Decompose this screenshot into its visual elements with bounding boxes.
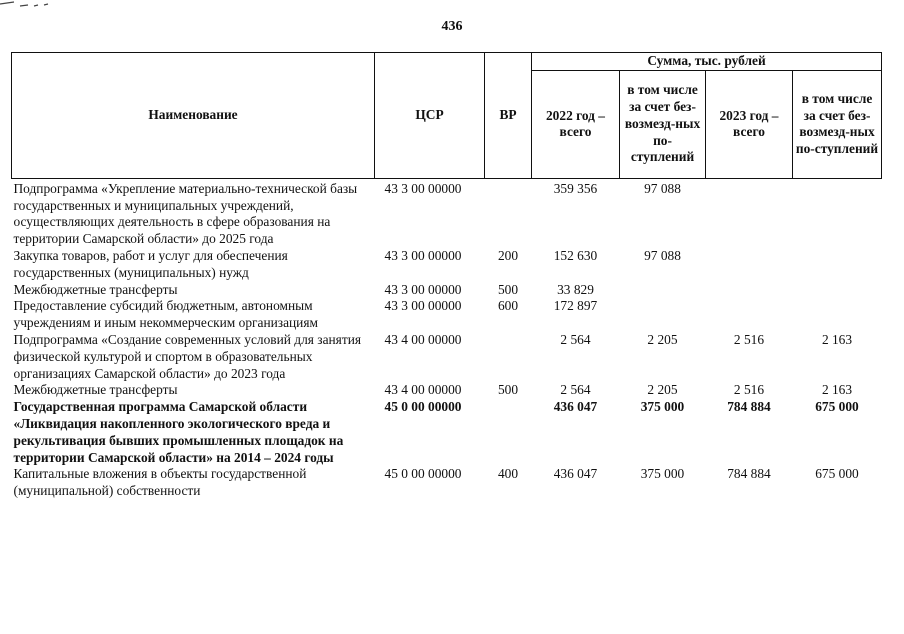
- table-row: [12, 298, 882, 332]
- row-vr: 400: [497, 466, 519, 482]
- row-csr: 43 3 00 00000: [384, 281, 462, 297]
- row-2023-free: [793, 282, 882, 299]
- row-csr: 43 3 00 00000: [384, 247, 462, 263]
- row-name: Капитальные вложения в объекты государственной (муниципальной) собственности: [13, 466, 307, 499]
- row-2022-total: 172 897: [553, 298, 598, 314]
- row-2023-total: [706, 298, 793, 332]
- row-vr: [485, 399, 532, 466]
- header-2023-free: в том числе за счет без-возмезд-ных по-ступлений: [793, 70, 882, 178]
- row-csr: 43 3 00 00000: [384, 298, 462, 314]
- row-2023-total: [706, 178, 793, 248]
- row-csr: 45 0 00 00000: [384, 399, 462, 415]
- header-name: Наименование: [12, 53, 375, 179]
- row-name: Межбюджетные трансферты: [13, 281, 178, 297]
- row-2023-total: 784 884: [727, 399, 771, 415]
- row-2022-free: 97 088: [644, 247, 681, 263]
- row-2023-free: [793, 298, 882, 332]
- row-2022-free: 375 000: [640, 466, 685, 482]
- row-vr: [485, 178, 532, 248]
- page-number: 436: [441, 19, 463, 34]
- table-row: [12, 282, 882, 299]
- table-row-program: [12, 399, 882, 466]
- row-name: Межбюджетные трансферты: [13, 382, 178, 398]
- row-vr: 200: [497, 247, 519, 263]
- header-csr: ЦСР: [375, 53, 485, 179]
- header-2022-total: 2022 год – всего: [532, 70, 620, 178]
- row-2022-total: 359 356: [553, 180, 598, 196]
- row-name: Подпрограмма «Создание современных условий для занятия физической культурой и спортом в образовательных организациях Самарской области» до 2023 года: [13, 331, 362, 381]
- row-csr: 43 4 00 00000: [384, 382, 462, 398]
- row-2022-free: 375 000: [640, 399, 685, 415]
- row-2022-free: [620, 282, 706, 299]
- table-row: [12, 466, 882, 500]
- header-vr: ВР: [485, 53, 532, 179]
- row-csr: 45 0 00 00000: [384, 466, 462, 482]
- row-2022-total: 436 047: [553, 466, 598, 482]
- row-2022-free: [620, 298, 706, 332]
- header-sum-group: Сумма, тыс. рублей: [532, 53, 882, 71]
- row-2022-total: 436 047: [553, 399, 598, 415]
- row-name: Подпрограмма «Укрепление материально-технической базы государственных и муниципальных учреждений, осуществляющих деятельность в сфере образования на территории Самарской области» до 2025 года: [13, 180, 358, 247]
- table-row: [12, 332, 882, 382]
- row-name: Предоставление субсидий бюджетным, автономным учреждениям и иным некоммерческим организациям: [13, 298, 318, 331]
- row-csr: 43 3 00 00000: [384, 180, 462, 196]
- row-vr: 500: [497, 382, 519, 398]
- row-2023-total: [706, 248, 793, 282]
- row-2022-free: 2 205: [647, 382, 678, 398]
- row-vr: 600: [497, 298, 519, 314]
- header-2022-free: в том числе за счет без-возмезд-ных по-ступлений: [620, 70, 706, 178]
- row-vr: [485, 332, 532, 382]
- row-2023-free: [793, 178, 882, 248]
- row-2022-total: 2 564: [560, 331, 591, 347]
- row-2023-free: 675 000: [815, 399, 859, 415]
- row-2022-total: 2 564: [560, 382, 591, 398]
- header-2023-total: 2023 год – всего: [706, 70, 793, 178]
- row-2022-free: 97 088: [644, 180, 681, 196]
- row-2023-total: 2 516: [733, 331, 765, 347]
- row-2023-total: 784 884: [727, 466, 771, 482]
- row-2023-free: 2 163: [821, 331, 853, 347]
- row-csr: 43 4 00 00000: [384, 331, 462, 347]
- scan-artifact-mark: [0, 0, 70, 10]
- table-row: [12, 248, 882, 282]
- row-vr: 500: [497, 281, 519, 297]
- row-2023-free: 675 000: [815, 466, 859, 482]
- row-2023-free: [793, 248, 882, 282]
- row-2022-free: 2 205: [647, 331, 678, 347]
- row-2023-free: 2 163: [821, 382, 853, 398]
- row-2022-total: 33 829: [557, 281, 594, 297]
- table-row: [12, 382, 882, 399]
- row-2023-total: [706, 282, 793, 299]
- row-2022-total: 152 630: [553, 247, 598, 263]
- row-name: Закупка товаров, работ и услуг для обеспечения государственных (муниципальных) нужд: [13, 247, 288, 280]
- row-name: Государственная программа Самарской области «Ликвидация накопленного экологического вреда и рекультивация бывших промышленных площадок на территории Самарской области» на 2014 – 2024 годы: [13, 399, 344, 465]
- table-row: [12, 178, 882, 248]
- row-2023-total: 2 516: [733, 382, 765, 398]
- budget-table: [11, 52, 882, 500]
